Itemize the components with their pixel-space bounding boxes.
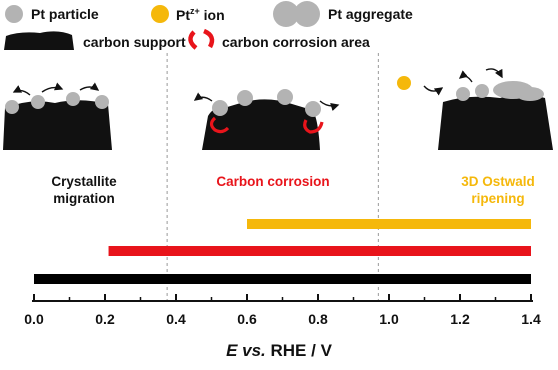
- x-tick-label: 0.0: [24, 311, 44, 327]
- x-axis-title: E vs. RHE / V: [226, 341, 332, 360]
- label-carbon-corrosion: Carbon corrosion: [216, 174, 330, 189]
- range-bar-3d-ostwald-ripening: [247, 219, 531, 229]
- x-tick-label: 1.4: [521, 311, 541, 327]
- legend-carbon-corrosion-area: carbon corrosion area: [222, 34, 370, 50]
- range-bar-crystallite-migration: [34, 274, 531, 284]
- legend-pt-aggregate: Pt aggregate: [328, 6, 413, 22]
- legend-carbon-support: carbon support: [83, 34, 186, 50]
- legend-pt-particle: Pt particle: [31, 6, 99, 22]
- x-tick-label: 0.6: [237, 311, 257, 327]
- label-crystallite-migration: Crystallite migration: [51, 174, 117, 206]
- x-tick-label: 1.0: [379, 311, 399, 327]
- x-tick-label: 0.4: [166, 311, 186, 327]
- x-tick-label: 1.2: [450, 311, 470, 327]
- legend-pt-ion: $Pt^{z+}$ ion: [176, 6, 225, 23]
- range-bar-carbon-corrosion: [109, 246, 531, 256]
- label-3d-ostwald-ripening: 3D Ostwald ripening: [461, 174, 535, 206]
- x-tick-label: 0.2: [95, 311, 115, 327]
- x-tick-label: 0.8: [308, 311, 328, 327]
